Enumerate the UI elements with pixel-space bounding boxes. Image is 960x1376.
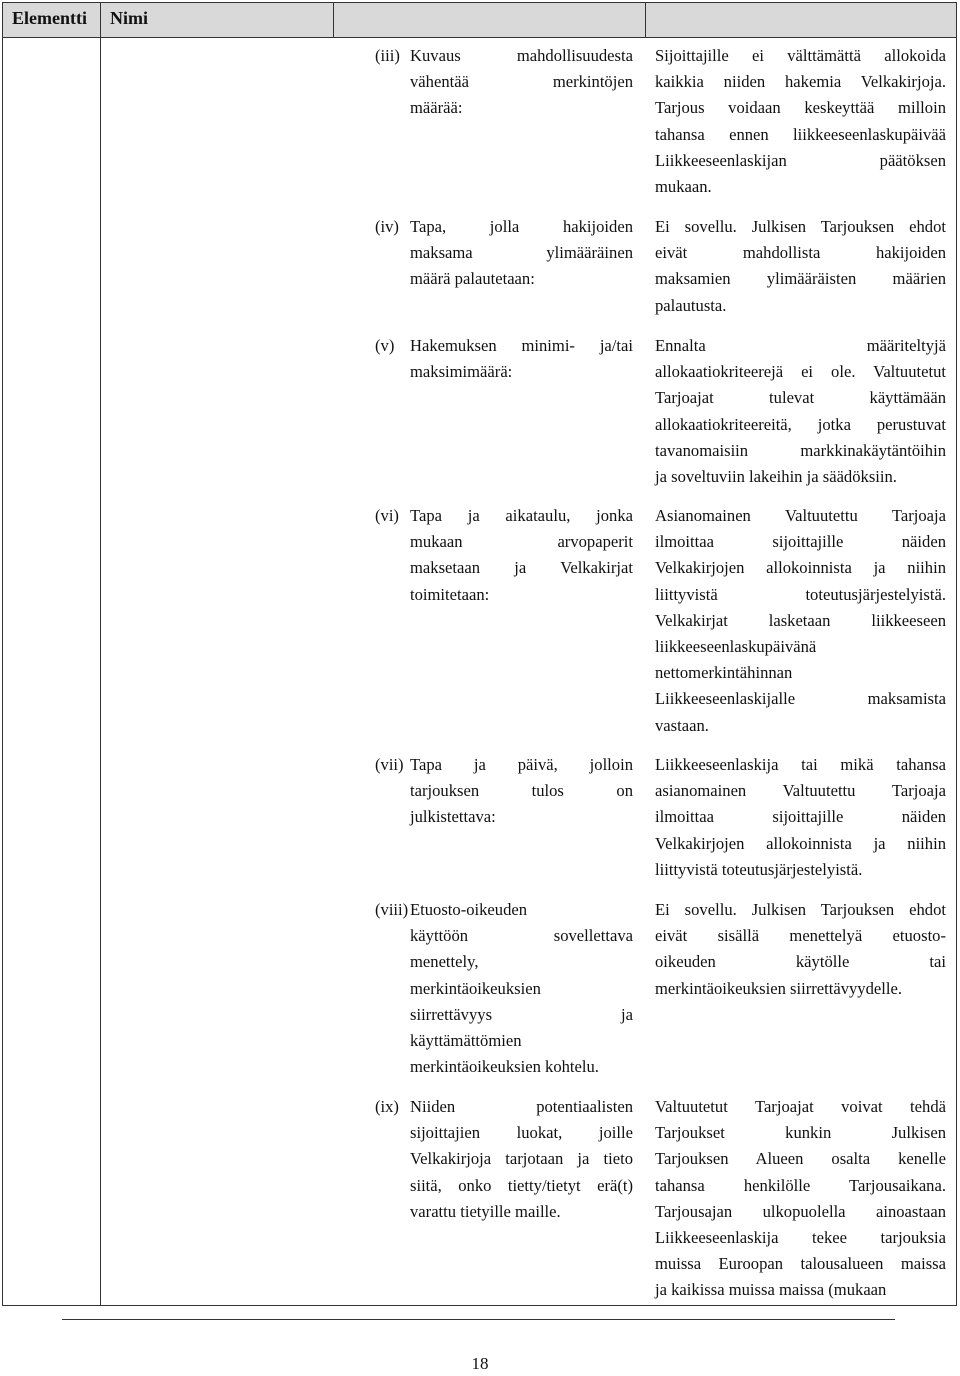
value-line: Tarjous voidaan keskeyttää milloin: [655, 98, 946, 118]
value-line: tahansa henkilölle Tarjousaikana.: [655, 1175, 946, 1195]
label-line: maksimimäärä:: [410, 362, 513, 382]
value-line: ilmoittaa sijoittajille näiden: [655, 807, 946, 827]
row-label: [410, 214, 633, 293]
value-line: Tarjoukset kunkin Julkisen: [655, 1123, 946, 1143]
label-line: käyttöön sovellettava: [410, 926, 633, 946]
row-label: [410, 752, 633, 831]
value-line: mukaan.: [655, 176, 712, 196]
value-line: Tarjousajan ulkopuolella ainoastaan: [655, 1201, 946, 1221]
row-label: [410, 897, 633, 1080]
label-line: Etuosto-oikeuden: [410, 900, 528, 919]
label-line: Tapa ja päivä, jolloin: [410, 755, 633, 774]
footer-rule: [62, 1319, 895, 1320]
value-line: kaikkia niiden hakemia Velkakirjoja.: [655, 72, 946, 92]
row-label: [410, 333, 633, 385]
value-line: ilmoittaa sijoittajille näiden: [655, 532, 946, 552]
value-line: liittyvistä toteutusjärjestelyistä.: [655, 859, 863, 879]
header-name: Nimi: [110, 8, 148, 28]
label-line: toimitetaan:: [410, 584, 490, 604]
row-value: [655, 1094, 946, 1304]
value-line: palautusta.: [655, 295, 727, 315]
label-line: Velkakirjoja tarjotaan ja tieto: [410, 1149, 633, 1169]
value-line: merkintäoikeuksien siirrettävyydelle.: [655, 978, 902, 998]
row-value: [655, 503, 946, 739]
column-divider-3: [645, 2, 646, 38]
value-line: tahansa ennen liikkeeseenlaskupäivää: [655, 124, 946, 144]
value-line: Velkakirjojen allokoinnista ja niihin: [655, 558, 946, 578]
value-line: eivät mahdollista hakijoiden: [655, 243, 946, 263]
label-line: varattu tietyille maille.: [410, 1201, 561, 1221]
label-line: Tapa, jolla hakijoiden: [410, 217, 633, 236]
row-number: (viii): [375, 900, 409, 919]
label-line: maksetaan ja Velkakirjat: [410, 558, 633, 578]
row-label: [410, 503, 633, 608]
header-element: Elementti: [12, 8, 87, 28]
row-number: (iv): [375, 217, 399, 236]
value-line: tavanomaisiin markkinakäytäntöihin: [655, 440, 946, 460]
value-line: allokaatiokriteereitä, jotka perustuvat: [655, 414, 946, 434]
label-line: julkistettava:: [410, 807, 496, 827]
value-line: Velkakirjojen allokoinnista ja niihin: [655, 833, 946, 853]
value-line: Liikkeeseenlaskijan päätöksen: [655, 150, 946, 170]
value-line: Ennalta määriteltyjä: [655, 336, 946, 355]
value-line: Ei sovellu. Julkisen Tarjouksen ehdot: [655, 217, 946, 236]
value-line: ja soveltuviin lakeihin ja säädöksiin.: [655, 466, 897, 486]
value-line: Liikkeeseenlaskija tai mikä tahansa: [655, 755, 946, 774]
value-line: asianomainen Valtuutettu Tarjoaja: [655, 781, 946, 801]
label-line: Niiden potentiaalisten: [410, 1097, 633, 1116]
label-line: Kuvaus mahdollisuudesta: [410, 46, 633, 65]
row-label: [410, 1094, 633, 1225]
label-line: Hakemuksen minimi- ja/tai: [410, 336, 633, 355]
row-number: (iii): [375, 46, 400, 65]
label-line: merkintäoikeuksien: [410, 978, 541, 998]
value-line: Liikkeeseenlaskijalle maksamista: [655, 689, 946, 709]
value-line: Tarjoajat tulevat käyttämään: [655, 388, 946, 408]
label-line: siitä, onko tietty/tietyt erä(t): [410, 1175, 633, 1195]
row-value: [655, 214, 946, 319]
value-line: Liikkeeseenlaskija tekee tarjouksia: [655, 1227, 946, 1247]
value-line: ja kaikissa muissa maissa (mukaan: [655, 1280, 887, 1300]
label-line: maksama ylimääräinen: [410, 243, 633, 263]
page-number: 18: [471, 1354, 489, 1373]
label-line: käyttämättömien: [410, 1030, 522, 1050]
label-line: määrä palautetaan:: [410, 269, 535, 289]
row-value: [655, 333, 946, 490]
label-line: vähentää merkintöjen: [410, 72, 633, 92]
label-line: merkintäoikeuksien kohtelu.: [410, 1057, 599, 1077]
value-line: oikeuden käytölle tai: [655, 952, 946, 972]
value-line: allokaatiokriteerejä ei ole. Valtuutetut: [655, 362, 946, 382]
value-line: Ei sovellu. Julkisen Tarjouksen ehdot: [655, 900, 946, 919]
value-line: liittyvistä toteutusjärjestelyistä.: [655, 584, 946, 604]
label-line: sijoittajien luokat, joille: [410, 1123, 633, 1143]
value-line: Velkakirjat lasketaan liikkeeseen: [655, 610, 946, 630]
row-value: [655, 897, 946, 1002]
value-line: eivät sisällä menettelyä etuosto-: [655, 926, 946, 946]
column-divider-1: [100, 2, 101, 1306]
value-line: nettomerkintähinnan: [655, 663, 793, 683]
label-line: määrää:: [410, 98, 463, 118]
row-label: [410, 43, 633, 122]
row-value: [655, 43, 946, 200]
label-line: tarjouksen tulos on: [410, 781, 633, 801]
label-line: Tapa ja aikataulu, jonka: [410, 506, 633, 525]
value-line: muissa Euroopan talousalueen maissa: [655, 1254, 946, 1274]
row-number: (ix): [375, 1097, 399, 1116]
value-line: Valtuutetut Tarjoajat voivat tehdä: [655, 1097, 946, 1116]
column-divider-2: [333, 2, 334, 38]
row-number: (v): [375, 336, 395, 355]
value-line: maksamien ylimääräisten määrien: [655, 269, 946, 289]
label-line: mukaan arvopaperit: [410, 532, 633, 552]
value-line: liikkeeseenlaskupäivänä: [655, 636, 817, 656]
row-value: [655, 752, 946, 883]
row-number: (vii): [375, 755, 404, 774]
value-line: Sijoittajille ei välttämättä allokoida: [655, 46, 946, 65]
row-number: (vi): [375, 506, 399, 525]
value-line: Asianomainen Valtuutettu Tarjoaja: [655, 506, 946, 525]
label-line: menettely,: [410, 952, 479, 972]
label-line: siirrettävyys ja: [410, 1004, 633, 1024]
value-line: vastaan.: [655, 715, 709, 735]
value-line: Tarjouksen Alueen osalta kenelle: [655, 1149, 946, 1169]
